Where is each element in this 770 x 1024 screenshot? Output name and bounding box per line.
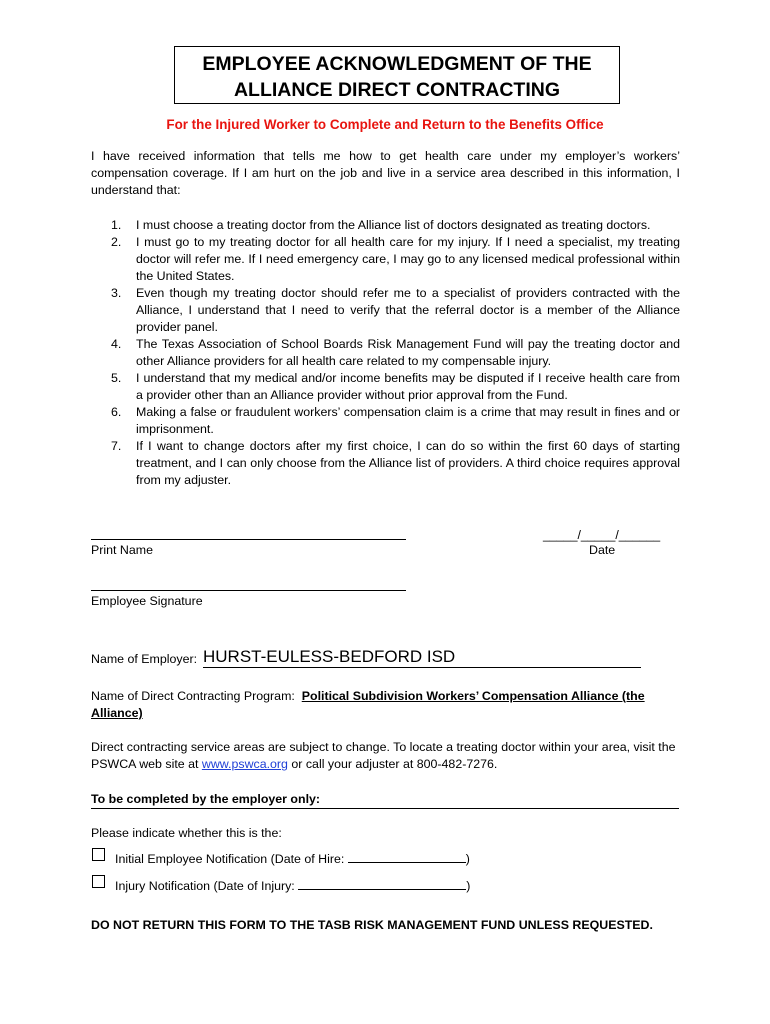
initial-notification-option: Initial Employee Notification (Date of Hire: ) — [115, 852, 470, 866]
form-subtitle: For the Injured Worker to Complete and Return to the Benefits Office — [166, 117, 604, 132]
section-divider — [91, 808, 679, 809]
form-title-box — [174, 46, 620, 104]
print-name-line[interactable] — [91, 539, 406, 540]
program-label: Name of Direct Contracting Program: — [91, 689, 295, 703]
list-item: 2. I must go to my treating doctor for all health care for my injury. If I need a specialist, my treating doctor will refer me. If I need emergency care, I may go to any licensed medical professional within the United States. — [111, 235, 680, 283]
service-areas-paragraph: Direct contracting service areas are subject to change. To locate a treating doctor within your area, visit the PSWCA web site at www.pswca.org or call your adjuster at 800-482-7276. — [91, 740, 676, 771]
list-item: 6. Making a false or fraudulent workers’ compensation claim is a crime that may result in fines and or imprisonment. — [111, 405, 680, 436]
form-title-line2: ALLIANCE DIRECT CONTRACTING — [233, 79, 561, 101]
program-name: Political Subdivision Workers’ Compensation Alliance (the Alliance) — [91, 689, 645, 720]
employer-label: Name of Employer: — [91, 652, 198, 666]
initial-notification-label: Initial Employee Notification (Date of Hire: — [115, 852, 345, 866]
date-label: Date — [589, 543, 616, 557]
list-item: 5. I understand that my medical and/or income benefits may be disputed if I receive health care from a provider other than an Alliance provider without prior approval from the Fund. — [111, 371, 680, 402]
injury-notification-option: Injury Notification (Date of Injury: ) — [115, 879, 471, 893]
date-of-hire-field[interactable] — [348, 850, 466, 863]
intro-paragraph: I have received information that tells me how to get health care under my employer’s workers’ compensation coverage. If I am hurt on the job and live in a service area described in this information, I understand that: — [91, 149, 680, 197]
injury-notification-label: Injury Notification (Date of Injury: — [115, 879, 295, 893]
employer-only-heading: To be completed by the employer only: — [91, 792, 321, 806]
list-item: 4. The Texas Association of School Boards Risk Management Fund will pay the treating doctor and other Alliance providers for all health care related to my compensable injury. — [111, 337, 680, 368]
form-title-line1: EMPLOYEE ACKNOWLEDGMENT OF THE — [202, 53, 592, 75]
employee-signature-label: Employee Signature — [91, 594, 203, 608]
understanding-list — [91, 217, 680, 489]
do-not-return-notice: DO NOT RETURN THIS FORM TO THE TASB RISK MANAGEMENT FUND UNLESS REQUESTED. — [91, 918, 653, 932]
list-item: 3. Even though my treating doctor should refer me to a specialist of providers contracted with the Alliance, I understand that I need to verify that the referral doctor is a member of the Alliance provider panel. — [111, 286, 680, 334]
pswca-website-link[interactable]: www.pswca.org — [201, 757, 288, 771]
employee-signature-line[interactable] — [91, 590, 406, 591]
injury-notification-checkbox[interactable] — [92, 875, 105, 888]
date-of-injury-field[interactable] — [298, 877, 466, 890]
initial-notification-checkbox[interactable] — [92, 848, 105, 861]
list-item: 1. I must choose a treating doctor from the Alliance list of doctors designated as treating doctors. — [111, 218, 651, 232]
list-item: 7. If I want to change doctors after my first choice, I can do so within the first 60 days of starting treatment, and I can only choose from the Alliance list of providers. A third choice requires approval from my adjuster. — [111, 439, 680, 487]
employer-name-field[interactable]: HURST-EULESS-BEDFORD ISD — [203, 647, 641, 668]
indicate-prompt: Please indicate whether this is the: — [91, 826, 282, 840]
program-paragraph — [91, 688, 680, 722]
date-field[interactable]: _____/_____/______ — [543, 528, 661, 542]
print-name-label: Print Name — [91, 543, 153, 557]
